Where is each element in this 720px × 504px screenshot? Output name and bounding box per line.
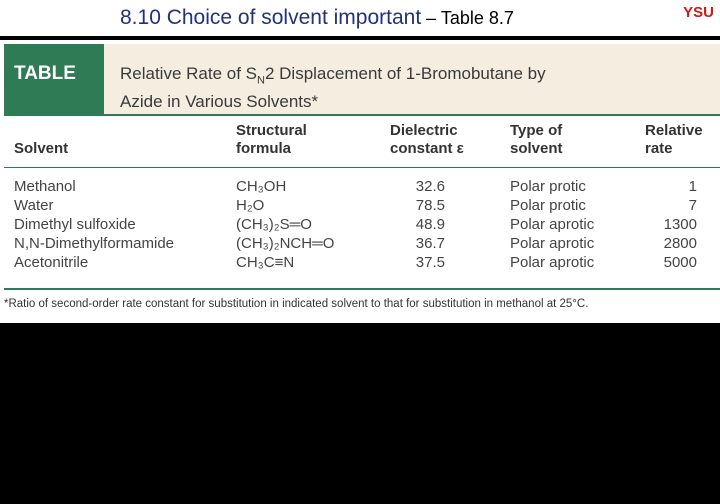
slide-title: 8.10 Choice of solvent important – Table 8.7 [120, 6, 514, 29]
dielectric-cell: 36.7 [415, 235, 445, 252]
table-footnote: *Ratio of second-order rate constant for substitution in indicated solvent to that for substitution in methanol at 25°C. [4, 298, 589, 310]
col-header-type: Type of solvent [510, 122, 563, 157]
table-panel [0, 40, 720, 323]
type-cell: Polar protic [510, 197, 586, 214]
col-header-formula: Structural formula [236, 122, 307, 157]
ysu-logo: YSU [683, 4, 714, 21]
rate-cell: 5000 [663, 254, 697, 271]
rate-cell: 1 [688, 178, 697, 195]
rate-cell: 7 [688, 197, 697, 214]
table-rule-top [4, 114, 720, 116]
dielectric-cell: 78.5 [415, 197, 445, 214]
rate-cell: 2800 [663, 235, 697, 252]
slide-title-suffix: – Table 8.7 [421, 8, 514, 28]
dielectric-cell: 32.6 [415, 178, 445, 195]
solvent-cell: Methanol [14, 178, 76, 195]
solvent-cell: Acetonitrile [14, 254, 89, 271]
col-header-rate: Relative rate [645, 122, 703, 157]
formula-cell: CH₃C≡N [236, 254, 295, 271]
formula-cell: (CH₃)₂S═O [236, 216, 312, 233]
formula-cell: (CH₃)₂NCH═O [236, 235, 335, 252]
slide-header [0, 0, 720, 40]
table-label: TABLE 8.7 [14, 63, 76, 144]
table-rule-bottom [4, 288, 720, 290]
formula-cell: H₂O [236, 197, 265, 214]
dielectric-cell: 48.9 [415, 216, 445, 233]
dielectric-cell: 37.5 [415, 254, 445, 271]
formula-cell: CH₃OH [236, 178, 287, 195]
solvent-cell: Water [14, 197, 54, 214]
col-header-dielectric: Dielectric constant ε [390, 122, 464, 157]
type-cell: Polar protic [510, 178, 586, 195]
col-header-solvent: Solvent [14, 140, 69, 157]
table-rule-mid [4, 167, 720, 168]
solvent-cell: Dimethyl sulfoxide [14, 216, 136, 233]
type-cell: Polar aprotic [510, 254, 595, 271]
rate-cell: 1300 [663, 216, 697, 233]
type-cell: Polar aprotic [510, 216, 595, 233]
table-caption: Relative Rate of $S_N2$ Displacement of 1-Bromobutane by Azide in Various Solvents* [104, 44, 720, 114]
type-cell: Polar aprotic [510, 235, 595, 252]
solvent-cell: N,N-Dimethylformamide [14, 235, 175, 252]
